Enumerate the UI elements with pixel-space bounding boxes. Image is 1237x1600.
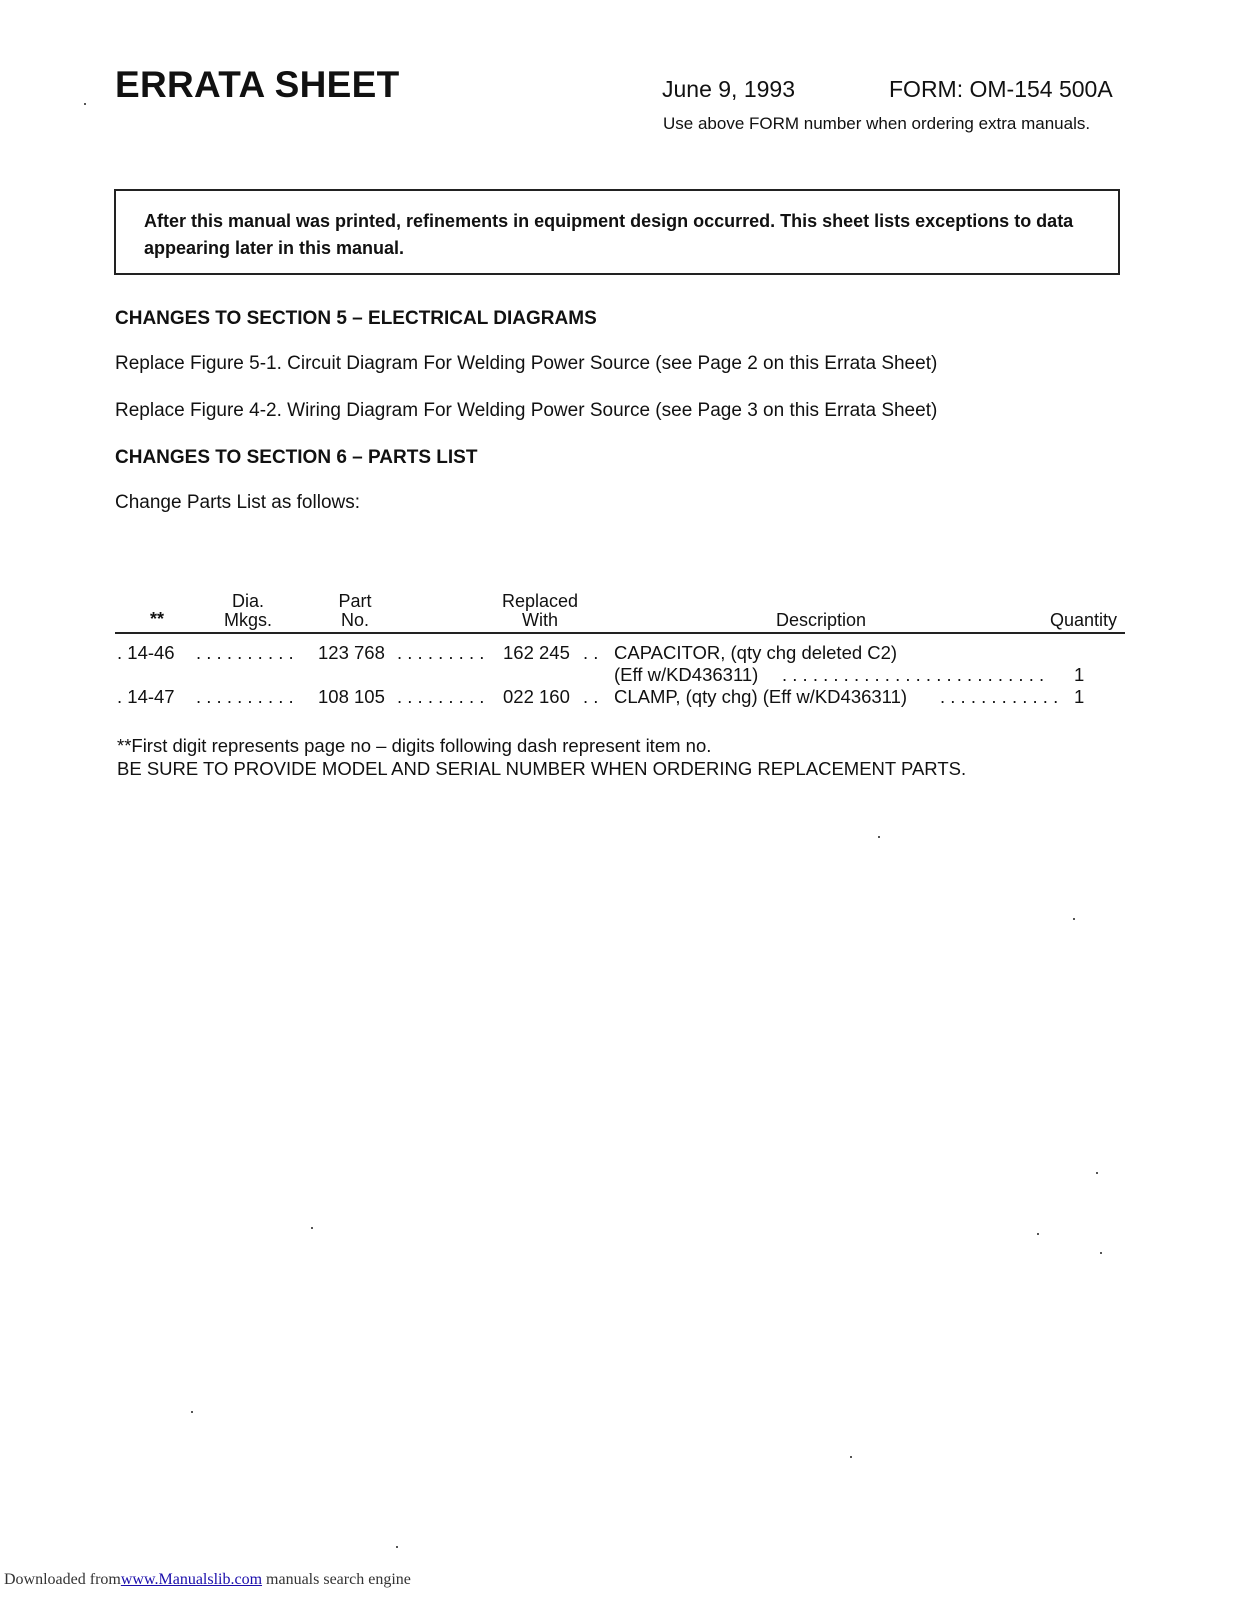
header-quantity: Quantity — [1050, 610, 1118, 630]
scan-speck — [850, 1456, 852, 1458]
header-part-no — [325, 592, 385, 630]
header-description: Description — [776, 610, 867, 630]
header-dia-line2: Mkgs. — [223, 610, 272, 630]
scan-speck — [311, 1227, 313, 1229]
document-date: June 9, 1993 — [662, 76, 796, 102]
notice-text: After this manual was printed, refinements in equipment design occurred. This sheet lists exceptions to data appearing later in this manual. — [144, 211, 1074, 258]
row-item: . 14-46 — [117, 642, 175, 663]
form-number: FORM: OM-154 500A — [889, 76, 1113, 102]
header-replaced-line2: With — [522, 610, 558, 630]
scan-speck — [191, 1411, 193, 1413]
row-quantity: 1 — [1074, 664, 1085, 685]
section5-line-2: Replace Figure 4-2. Wiring Diagram For Welding Power Source (see Page 3 on this Errata Sheet) — [115, 400, 938, 421]
row-leader-dots: . . — [583, 642, 599, 663]
row-leader-dots: . . . . . . . . . . — [196, 686, 294, 707]
section5-heading: CHANGES TO SECTION 5 – ELECTRICAL DIAGRAMS — [115, 308, 597, 329]
row-part-no: 108 105 — [318, 686, 385, 707]
scan-speck — [1037, 1233, 1039, 1235]
row-description: CLAMP, (qty chg) (Eff w/KD436311) — [614, 686, 908, 707]
row-leader-dots: . . . . . . . . . — [397, 642, 485, 663]
row-leader-dots: . . . . . . . . . — [397, 686, 485, 707]
table-header-rule — [115, 632, 1125, 634]
row-leader-dots: . . . . . . . . . . . . . . . . . . . . . . . . . . — [782, 664, 1045, 685]
scan-speck — [1096, 1172, 1098, 1174]
download-footer — [4, 1571, 411, 1589]
download-suffix: manuals search engine — [262, 1571, 411, 1588]
row-leader-dots: . . . . . . . . . . — [196, 642, 294, 663]
row-replaced-with: 162 245 — [503, 642, 570, 663]
row-quantity: 1 — [1074, 686, 1085, 707]
row-item: . 14-47 — [117, 686, 175, 707]
scan-speck — [878, 836, 880, 838]
row-leader-dots: . . . . . . . . . . . . — [940, 686, 1059, 707]
section5-line-1: Replace Figure 5-1. Circuit Diagram For Welding Power Source (see Page 2 on this Errata Sheet) — [115, 353, 938, 374]
form-note: Use above FORM number when ordering extra manuals. — [663, 114, 1091, 133]
scan-speck — [396, 1546, 398, 1548]
page-title: ERRATA SHEET — [115, 64, 400, 105]
header-dia-line1: Dia. — [231, 591, 264, 611]
header-dia — [218, 592, 278, 630]
notice-box — [114, 189, 1120, 275]
download-prefix: Downloaded from — [4, 1571, 121, 1588]
row-leader-dots: . . — [583, 686, 599, 707]
header-part-line1: Part — [338, 591, 372, 611]
footnote-digits: **First digit represents page no – digits following dash represent item no. — [117, 735, 712, 756]
section6-heading: CHANGES TO SECTION 6 – PARTS LIST — [115, 447, 478, 468]
row-description: CAPACITOR, (qty chg deleted C2) — [614, 642, 898, 663]
manualslib-link[interactable]: www.Manualslib.com — [120, 1571, 263, 1588]
scan-speck — [84, 103, 86, 105]
header-part-line2: No. — [340, 610, 369, 630]
section6-intro: Change Parts List as follows: — [115, 492, 361, 513]
header-stars: ** — [150, 609, 165, 629]
scan-speck — [1073, 918, 1075, 920]
row-description-line2: (Eff w/KD436311) — [614, 664, 759, 685]
header-replaced-with — [490, 592, 590, 630]
scan-speck — [1100, 1252, 1102, 1254]
row-replaced-with: 022 160 — [503, 686, 570, 707]
row-part-no: 123 768 — [318, 642, 385, 663]
footnote-serial-warning: BE SURE TO PROVIDE MODEL AND SERIAL NUMBER WHEN ORDERING REPLACEMENT PARTS. — [117, 758, 967, 779]
header-replaced-line1: Replaced — [501, 591, 579, 611]
